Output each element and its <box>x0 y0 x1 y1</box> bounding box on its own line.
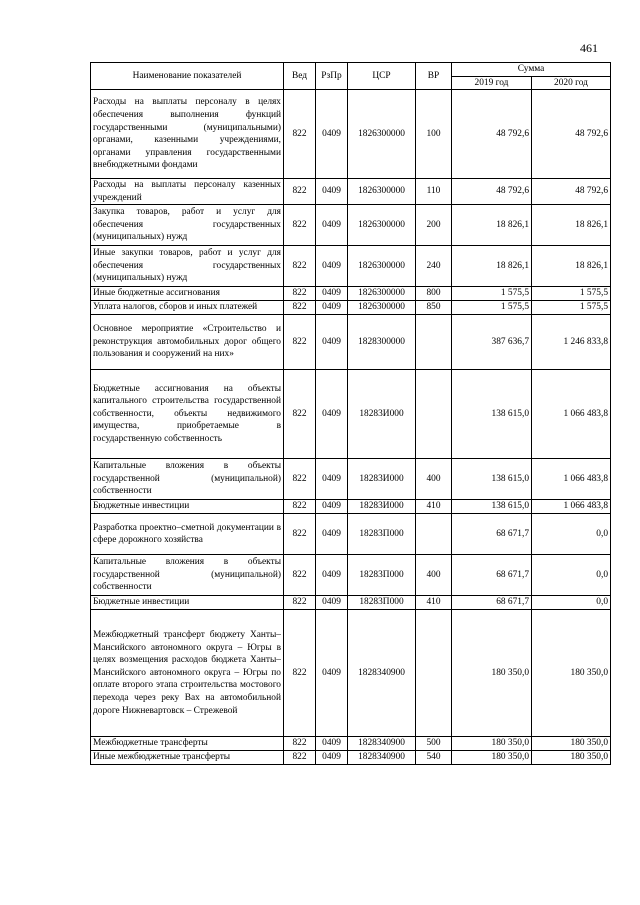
ved-cell: 822 <box>284 737 316 751</box>
name-cell: Разработка проектно–сметной документации в сфере дорожного хозяйства <box>91 514 284 555</box>
vr-cell: 100 <box>416 90 452 179</box>
amount-2020-cell: 18 826,1 <box>532 246 611 287</box>
amount-2020-cell: 1 246 833,8 <box>532 315 611 370</box>
table-row <box>91 246 611 287</box>
vr-cell: 540 <box>416 751 452 765</box>
table-row <box>91 751 611 765</box>
amount-2019-cell: 180 350,0 <box>452 610 532 737</box>
csr-cell: 1826300000 <box>348 246 416 287</box>
name-cell: Межбюджетный трансферт бюджету Ханты–Мансийского автономного округа – Югры в целях возмещения расходов бюджета Ханты–Мансийского автономного округа – Югры по оплате второго этапа строительства мостового перехода через реку Вах на автомобильной дороге Нижневартовск – Стрежевой <box>91 610 284 737</box>
table-row <box>91 287 611 301</box>
rzpr-cell: 0409 <box>316 315 348 370</box>
ved-cell: 822 <box>284 596 316 610</box>
rzpr-cell: 0409 <box>316 205 348 246</box>
rzpr-cell: 0409 <box>316 90 348 179</box>
budget-table <box>90 62 611 765</box>
amount-2020-cell: 48 792,6 <box>532 90 611 179</box>
amount-2019-cell: 68 671,7 <box>452 555 532 596</box>
ved-cell: 822 <box>284 246 316 287</box>
amount-2020-cell: 0,0 <box>532 555 611 596</box>
table-body <box>91 90 611 765</box>
csr-cell: 1828340900 <box>348 751 416 765</box>
table-row <box>91 514 611 555</box>
rzpr-cell: 0409 <box>316 737 348 751</box>
csr-cell: 1826300000 <box>348 205 416 246</box>
amount-2020-cell: 1 066 483,8 <box>532 500 611 514</box>
table-row <box>91 737 611 751</box>
table-row <box>91 555 611 596</box>
rzpr-cell: 0409 <box>316 246 348 287</box>
vr-cell: 800 <box>416 287 452 301</box>
csr-cell: 1826300000 <box>348 287 416 301</box>
ved-cell: 822 <box>284 315 316 370</box>
name-cell: Закупка товаров, работ и услуг для обеспечения государственных (муниципальных) нужд <box>91 205 284 246</box>
amount-2020-cell: 48 792,6 <box>532 179 611 205</box>
csr-cell: 18283И000 <box>348 370 416 459</box>
amount-2020-cell: 18 826,1 <box>532 205 611 246</box>
table-row <box>91 596 611 610</box>
csr-cell: 1828300000 <box>348 315 416 370</box>
vr-cell: 200 <box>416 205 452 246</box>
header-vr: ВР <box>416 63 452 90</box>
table-row <box>91 179 611 205</box>
header-rzpr: РзПр <box>316 63 348 90</box>
rzpr-cell: 0409 <box>316 179 348 205</box>
amount-2019-cell: 68 671,7 <box>452 514 532 555</box>
name-cell: Уплата налогов, сборов и иных платежей <box>91 301 284 315</box>
table-row <box>91 301 611 315</box>
amount-2020-cell: 0,0 <box>532 514 611 555</box>
vr-cell: 850 <box>416 301 452 315</box>
name-cell: Капитальные вложения в объекты государственной (муниципальной) собственности <box>91 459 284 500</box>
amount-2020-cell: 1 066 483,8 <box>532 459 611 500</box>
ved-cell: 822 <box>284 500 316 514</box>
amount-2019-cell: 1 575,5 <box>452 287 532 301</box>
amount-2019-cell: 48 792,6 <box>452 90 532 179</box>
ved-cell: 822 <box>284 555 316 596</box>
ved-cell: 822 <box>284 205 316 246</box>
csr-cell: 1826300000 <box>348 301 416 315</box>
vr-cell <box>416 370 452 459</box>
page-number: 461 <box>580 41 598 55</box>
header-sum: Сумма <box>452 63 611 77</box>
name-cell: Иные бюджетные ассигнования <box>91 287 284 301</box>
amount-2019-cell: 387 636,7 <box>452 315 532 370</box>
vr-cell: 410 <box>416 596 452 610</box>
rzpr-cell: 0409 <box>316 555 348 596</box>
rzpr-cell: 0409 <box>316 459 348 500</box>
name-cell: Бюджетные ассигнования на объекты капитального строительства государственной собственности, объекты недвижимого имущества, приобретаемые в государственную собственность <box>91 370 284 459</box>
rzpr-cell: 0409 <box>316 370 348 459</box>
amount-2019-cell: 138 615,0 <box>452 459 532 500</box>
vr-cell: 410 <box>416 500 452 514</box>
vr-cell <box>416 610 452 737</box>
header-ved: Вед <box>284 63 316 90</box>
table-row <box>91 610 611 737</box>
amount-2020-cell: 1 575,5 <box>532 287 611 301</box>
csr-cell: 18283П000 <box>348 555 416 596</box>
name-cell: Основное мероприятие «Строительство и реконструкция автомобильных дорог общего пользования и сооружений на них» <box>91 315 284 370</box>
amount-2019-cell: 180 350,0 <box>452 737 532 751</box>
csr-cell: 18283И000 <box>348 500 416 514</box>
table-row <box>91 459 611 500</box>
vr-cell: 400 <box>416 555 452 596</box>
table-row <box>91 500 611 514</box>
vr-cell <box>416 514 452 555</box>
name-cell: Расходы на выплаты персоналу казенных учреждений <box>91 179 284 205</box>
vr-cell: 500 <box>416 737 452 751</box>
amount-2019-cell: 138 615,0 <box>452 500 532 514</box>
ved-cell: 822 <box>284 459 316 500</box>
amount-2019-cell: 180 350,0 <box>452 751 532 765</box>
amount-2019-cell: 1 575,5 <box>452 301 532 315</box>
rzpr-cell: 0409 <box>316 596 348 610</box>
csr-cell: 18283И000 <box>348 459 416 500</box>
name-cell: Бюджетные инвестиции <box>91 500 284 514</box>
rzpr-cell: 0409 <box>316 287 348 301</box>
csr-cell: 1828340900 <box>348 737 416 751</box>
rzpr-cell: 0409 <box>316 500 348 514</box>
amount-2020-cell: 180 350,0 <box>532 737 611 751</box>
ved-cell: 822 <box>284 301 316 315</box>
rzpr-cell: 0409 <box>316 301 348 315</box>
rzpr-cell: 0409 <box>316 751 348 765</box>
table-row <box>91 90 611 179</box>
csr-cell: 1826300000 <box>348 179 416 205</box>
header-name: Наименование показателей <box>91 63 284 90</box>
rzpr-cell: 0409 <box>316 610 348 737</box>
amount-2020-cell: 1 066 483,8 <box>532 370 611 459</box>
name-cell: Бюджетные инвестиции <box>91 596 284 610</box>
amount-2019-cell: 18 826,1 <box>452 246 532 287</box>
ved-cell: 822 <box>284 610 316 737</box>
name-cell: Межбюджетные трансферты <box>91 737 284 751</box>
ved-cell: 822 <box>284 370 316 459</box>
ved-cell: 822 <box>284 179 316 205</box>
amount-2020-cell: 0,0 <box>532 596 611 610</box>
ved-cell: 822 <box>284 287 316 301</box>
table-row <box>91 315 611 370</box>
csr-cell: 18283П000 <box>348 514 416 555</box>
amount-2019-cell: 48 792,6 <box>452 179 532 205</box>
vr-cell <box>416 315 452 370</box>
amount-2019-cell: 18 826,1 <box>452 205 532 246</box>
header-csr: ЦСР <box>348 63 416 90</box>
csr-cell: 1826300000 <box>348 90 416 179</box>
name-cell: Расходы на выплаты персоналу в целях обеспечения выполнения функций государственными (муниципальными) органами, казенными учреждениями, органами управления государственными внебюджетными фондами <box>91 90 284 179</box>
amount-2020-cell: 180 350,0 <box>532 751 611 765</box>
table-header <box>91 63 611 90</box>
csr-cell: 1828340900 <box>348 610 416 737</box>
amount-2019-cell: 68 671,7 <box>452 596 532 610</box>
amount-2020-cell: 180 350,0 <box>532 610 611 737</box>
csr-cell: 18283П000 <box>348 596 416 610</box>
ved-cell: 822 <box>284 514 316 555</box>
rzpr-cell: 0409 <box>316 514 348 555</box>
name-cell: Иные закупки товаров, работ и услуг для обеспечения государственных (муниципальных) нужд <box>91 246 284 287</box>
table-row <box>91 370 611 459</box>
vr-cell: 400 <box>416 459 452 500</box>
vr-cell: 240 <box>416 246 452 287</box>
name-cell: Капитальные вложения в объекты государственной (муниципальной) собственности <box>91 555 284 596</box>
header-year-2020: 2020 год <box>532 76 611 90</box>
ved-cell: 822 <box>284 90 316 179</box>
ved-cell: 822 <box>284 751 316 765</box>
header-year-2019: 2019 год <box>452 76 532 90</box>
amount-2019-cell: 138 615,0 <box>452 370 532 459</box>
amount-2020-cell: 1 575,5 <box>532 301 611 315</box>
name-cell: Иные межбюджетные трансферты <box>91 751 284 765</box>
vr-cell: 110 <box>416 179 452 205</box>
table-row <box>91 205 611 246</box>
